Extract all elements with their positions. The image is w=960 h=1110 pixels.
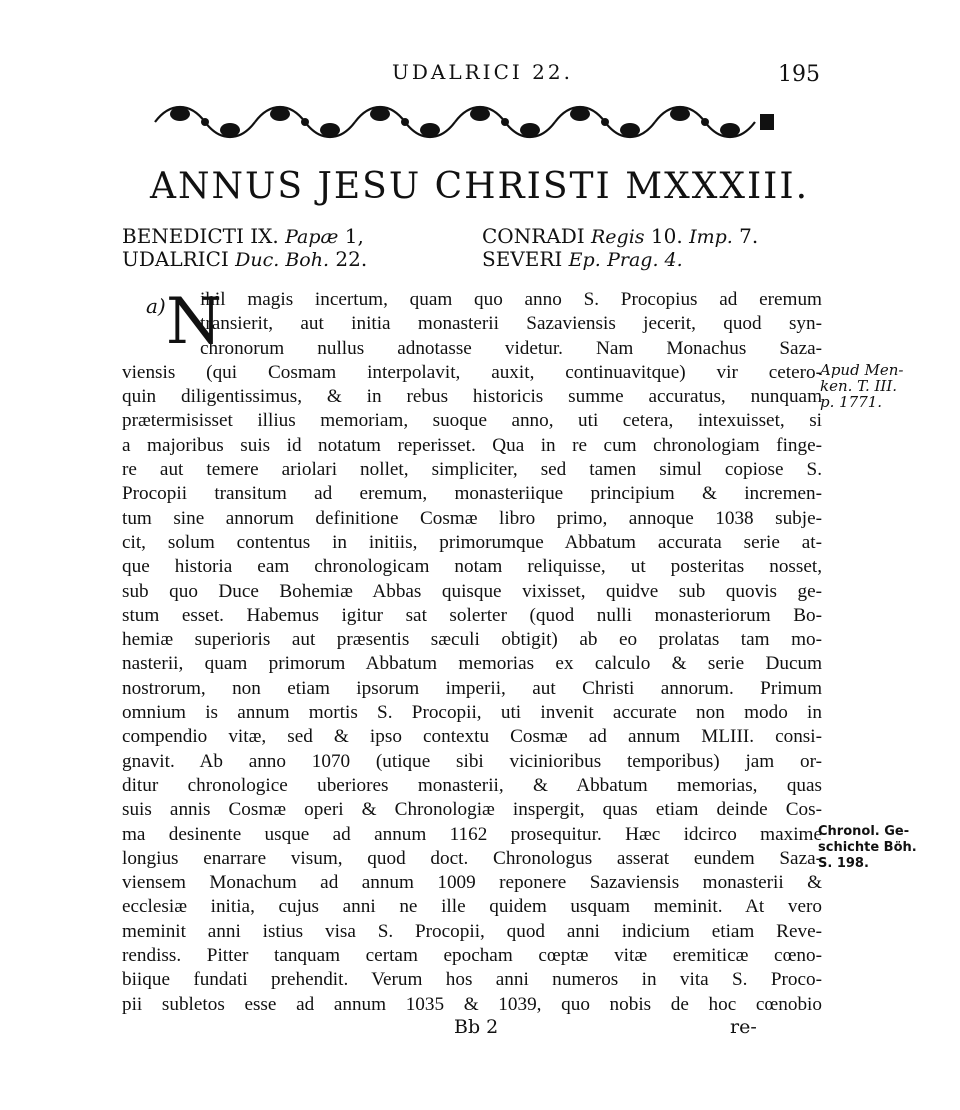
text-line: ma desinente usque ad annum 1162 prosequitur. Hæc idcirco maxime bbox=[122, 823, 822, 845]
regnal-name: UDALRICI bbox=[122, 247, 229, 271]
text-line: ecclesiæ initia, cujus anni ne ille quidem usquam meminit. At vero bbox=[122, 896, 822, 918]
body-text bbox=[122, 285, 822, 1017]
regnal-right-2 bbox=[482, 247, 683, 271]
margin-note-menken bbox=[820, 362, 903, 410]
text-line: viensem Monachum ad annum 1009 reponere Sazaviensis monasterii & bbox=[122, 872, 822, 894]
regnal-left-1 bbox=[122, 224, 364, 248]
text-line: stum esset. Habemus igitur sat solerter (quod nulli monasteriorum Bo- bbox=[122, 604, 822, 626]
regnal-year: 22. bbox=[335, 247, 368, 271]
regnal-year: 10. bbox=[650, 224, 683, 248]
text-line: nostrorum, non etiam ipsorum imperii, aut Christi annorum. Primum bbox=[122, 677, 822, 699]
regnal-title: Papæ bbox=[285, 226, 339, 248]
regnal-name: SEVERI bbox=[482, 247, 563, 271]
text-line: tum sine annorum definitione Cosmæ libro primo, annoque 1038 subje- bbox=[122, 507, 822, 529]
text-line: Procopii transitum ad eremum, monasteriique principium & incremen- bbox=[122, 483, 822, 505]
text-line: prætermisisset illius memoriam, suoque anno, uti cetera, intexuisset, si bbox=[122, 410, 822, 432]
text-line: quin diligentissimus, & in rebus historicis summe accuratus, nunquam bbox=[122, 386, 822, 408]
regnal-year: 1, bbox=[344, 224, 364, 248]
ornament-band bbox=[150, 100, 780, 144]
regnal-name: BENEDICTI IX. bbox=[122, 224, 279, 248]
regnal-title: Regis bbox=[591, 226, 645, 248]
text-line: rendiss. Pitter tanquam certam epocham cœptæ vitæ eremiticæ cœno- bbox=[122, 945, 822, 967]
text-line: que historia eam chronologicam notam reliquisse, ut posteritas nosset, bbox=[122, 556, 822, 578]
margin-note-line: ken. T. III. bbox=[820, 377, 898, 395]
text-line: pii subletos esse ad annum 1035 & 1039, quo nobis de hoc cœnobio bbox=[122, 993, 822, 1015]
catchword: re- bbox=[730, 1016, 757, 1038]
margin-note-chronologie bbox=[818, 824, 917, 872]
text-line: re aut temere ariolari nollet, simpliciter, sed tamen simul copiose S. bbox=[122, 459, 822, 481]
margin-note-line: p. 1771. bbox=[820, 393, 883, 411]
regnal-title: Duc. Boh. bbox=[235, 249, 330, 271]
margin-note-line: Apud Men- bbox=[820, 361, 904, 379]
signature-mark: Bb 2 bbox=[454, 1016, 499, 1038]
text-line: ihil magis incertum, quam quo anno S. Procopius ad eremum bbox=[200, 289, 822, 310]
margin-note-line: Chronol. Ge- bbox=[818, 824, 910, 839]
regnal-right-1 bbox=[482, 224, 758, 248]
regnal-left-2 bbox=[122, 247, 367, 271]
running-title: UDALRICI 22. bbox=[392, 60, 573, 84]
text-line: gnavit. Ab anno 1070 (utique sibi vicinioribus temporibus) jam or- bbox=[122, 750, 822, 772]
regnal-name: CONRADI bbox=[482, 224, 585, 248]
margin-note-line: S. 198. bbox=[818, 856, 869, 871]
text-line: cit, solum contentus in initiis, primorumque Abbatum accurata serie at- bbox=[122, 531, 822, 553]
regnal-year: Prag. 4. bbox=[607, 249, 683, 271]
text-line: longius enarrare visum, quod doct. Chronologus asserat eundem Saza- bbox=[122, 847, 822, 869]
page-number: 195 bbox=[778, 62, 820, 87]
text-line: biique fundati prehendit. Verum hos anni numeros in vita S. Proco- bbox=[122, 969, 822, 991]
text-line: a majoribus suis id notatum reperisset. Qua in re cum chronologiam finge- bbox=[122, 434, 822, 456]
text-line: suis annis Cosmæ operi & Chronologiæ inspergit, quas etiam deinde Cos- bbox=[122, 799, 822, 821]
margin-note-line: schichte Böh. bbox=[818, 840, 917, 855]
text-line: transierit, aut initia monasterii Sazaviensis jecerit, quod syn- bbox=[200, 313, 822, 335]
year-title: ANNUS JESU CHRISTI MXXXIII. bbox=[150, 166, 810, 207]
text-line: sub quo Duce Bohemiæ Abbas quisque vixisset, quidve sub quovis ge- bbox=[122, 580, 822, 602]
text-line: nasterii, quam primorum Abbatum memorias ex calculo & serie Ducum bbox=[122, 653, 822, 675]
drop-cap: N bbox=[166, 285, 222, 359]
regnal-year: 7. bbox=[739, 224, 759, 248]
text-line: omnium is annum mortis S. Procopii, uti invenit accurate non modo in bbox=[122, 702, 822, 724]
text-line: compendio vitæ, sed & ipso contextu Cosmæ ad annum MLIII. consi- bbox=[122, 726, 822, 748]
text-line: viensis (qui Cosmam interpolavit, auxit, continuavitque) vir cetero- bbox=[122, 361, 822, 383]
text-line: meminit anni istius visa S. Procopii, quod anni indicium etiam Reve- bbox=[122, 920, 822, 942]
regnal-title: Ep. bbox=[568, 249, 601, 271]
text-line: chronorum nullus adnotasse videtur. Nam Monachus Saza- bbox=[200, 337, 822, 359]
text-line: ditur chronologice uberiores monasterii, & Abbatum memorias, quas bbox=[122, 774, 822, 796]
regnal-title: Imp. bbox=[689, 226, 733, 248]
note-marker: a) bbox=[146, 294, 166, 318]
text-line: hemiæ superioris aut præsentis sæculi obtigit) ab eo prolatas tam mo- bbox=[122, 629, 822, 651]
